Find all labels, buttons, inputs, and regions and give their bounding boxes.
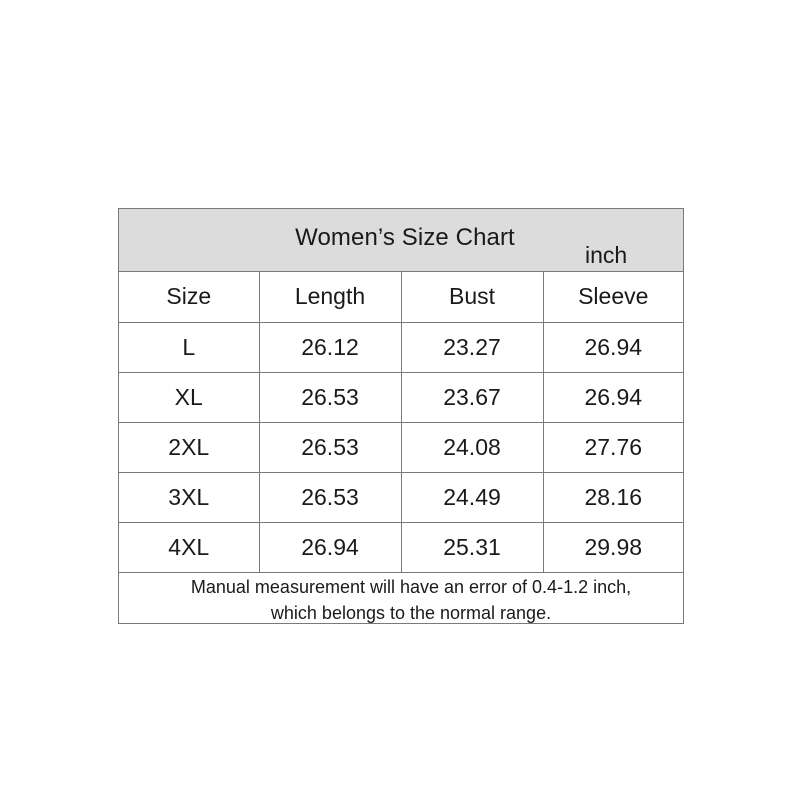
sleeve-cell: 26.94: [543, 322, 683, 372]
table-row: [119, 372, 683, 422]
chart-title: Women’s Size Chart: [295, 224, 515, 251]
table-row: [119, 472, 683, 522]
size-chart: [118, 208, 684, 624]
size-cell: 3XL: [119, 472, 259, 522]
column-header-size: Size: [119, 272, 259, 322]
size-table: [119, 272, 683, 573]
sleeve-cell: 26.94: [543, 372, 683, 422]
bust-cell: 25.31: [401, 522, 543, 572]
note-line: which belongs to the normal range.: [270, 603, 552, 623]
bust-cell: 24.49: [401, 472, 543, 522]
column-header-sleeve: Sleeve: [543, 272, 683, 322]
sleeve-cell: 28.16: [543, 472, 683, 522]
table-row: [119, 322, 683, 372]
column-header-bust: Bust: [401, 272, 543, 322]
length-cell: 26.94: [259, 522, 401, 572]
measurement-note: [119, 574, 703, 626]
chart-header: [119, 209, 683, 272]
size-cell: 4XL: [119, 522, 259, 572]
table-row: [119, 422, 683, 472]
sleeve-cell: 29.98: [543, 522, 683, 572]
size-cell: L: [119, 322, 259, 372]
bust-cell: 24.08: [401, 422, 543, 472]
length-cell: 26.53: [259, 422, 401, 472]
bust-cell: 23.27: [401, 322, 543, 372]
table-row: [119, 522, 683, 572]
chart-unit-label: inch: [585, 242, 628, 268]
column-header-length: Length: [259, 272, 401, 322]
size-cell: XL: [119, 372, 259, 422]
length-cell: 26.53: [259, 472, 401, 522]
sleeve-cell: 27.76: [543, 422, 683, 472]
table-header-row: [119, 272, 683, 322]
bust-cell: 23.67: [401, 372, 543, 422]
length-cell: 26.53: [259, 372, 401, 422]
length-cell: 26.12: [259, 322, 401, 372]
size-cell: 2XL: [119, 422, 259, 472]
note-line: Manual measurement will have an error of 0.4-1.2 inch,: [190, 577, 632, 597]
